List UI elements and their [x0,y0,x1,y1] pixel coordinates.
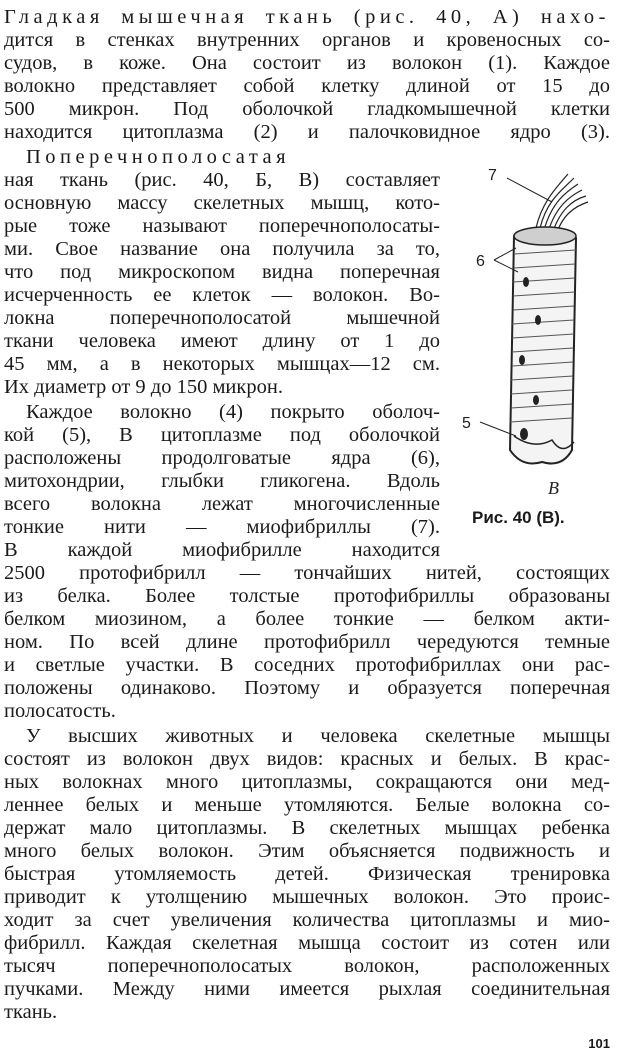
text-line: 45 мм, а в некоторых мышцах—12 см. [4,353,440,375]
text-line: полосатость. [4,700,116,722]
figure-caption: Рис. 40 (В). [472,508,565,527]
figure-letter: В [548,478,559,498]
text-line: кой (5), В цитоплазме под оболочкой [4,424,440,446]
text-line: много белых волокон. Этим объясняется подвижность и [4,840,610,862]
text-line: В каждой миофибрилле находится [4,539,440,561]
muscle-fiber-illustration [452,150,602,510]
text-line: быстрая утомляемость детей. Физическая тренировка [4,863,610,885]
figure-label-7: 7 [488,167,497,184]
text-line: тысяч поперечнополосатых волокон, расположенных [4,955,610,977]
text-line: положены одинаково. Поэтому и образуется поперечная [4,677,610,699]
text-line: 2500 протофибрилл — тончайших нитей, состоящих [4,562,610,584]
text-line: митохондрии, глыбки гликогена. Вдоль [4,470,440,492]
text-line: приводит к утолщению мышечных волокон. Это проис- [4,886,610,908]
text-line: всего волокна лежат многочисленные [4,493,440,515]
text-line: держат мало цитоплазмы. В скелетных мышцах ребенка [4,817,610,839]
text-line: локна поперечнополосатой мышечной [4,307,440,329]
text-line: ходит за счет увеличения количества цитоплазмы и мио- [4,909,610,931]
text-line: судов, в коже. Она состоит из волокон (1). Каждое [4,52,610,74]
text-line: Гладкая мышечная ткань (рис. 40, А) нахо- [4,6,610,28]
text-line: рые тоже называют поперечнополосаты- [4,215,440,237]
text-line: тонкие нити — миофибриллы (7). [4,516,440,538]
text-line: находится цитоплазма (2) и палочковидное ядро (3). [4,121,610,143]
text-line: что под микроскопом видна поперечная [4,261,440,283]
text-line: белком миозином, а более тонкие — белком акти- [4,608,610,630]
text-line: основную массу скелетных мышц, кото- [4,192,440,214]
muscle-fiber-figure [452,150,602,540]
text-line: волокно представляет собой клетку длиной от 15 до [4,75,610,97]
text-line: ми. Свое название она получила за то, [4,238,440,260]
text-line: расположены продолговатые ядра (6), [4,447,440,469]
text-line: ткани человека имеют длину от 1 до [4,330,440,352]
text-line: ном. По всей длине протофибрилл чередуются темные [4,631,610,653]
text-line: пучками. Между ними имеется рыхлая соединительная [4,978,610,1000]
text-line: Поперечнополосатая [26,146,291,168]
text-line: фибрилл. Каждая скелетная мышца состоит из сотен или [4,932,610,954]
text-line: У высших животных и человека скелетные мышцы [26,725,610,747]
figure-label-6: 6 [476,253,485,270]
text-line: из белка. Более толстые протофибриллы образованы [4,585,610,607]
page-number: 101 [588,1036,610,1051]
text-line: 500 микрон. Под оболочкой гладкомышечной клетки [4,98,610,120]
text-line: Каждое волокно (4) покрыто оболоч- [26,401,440,423]
text-line: и светлые участки. В соседних протофибриллах они рас- [4,654,610,676]
text-line: ная ткань (рис. 40, Б, В) составляет [4,169,440,191]
figure-label-5: 5 [462,415,471,432]
text-line: леннее белых и меньше утомляются. Белые волокна со- [4,794,610,816]
text-line: Их диаметр от 9 до 150 микрон. [4,376,283,398]
text-line: исчерченность ее клеток — волокон. Во- [4,284,440,306]
text-line: ных волокнах много цитоплазмы, сокращаются они мед- [4,771,610,793]
text-line: дится в стенках внутренних органов и кровеносных со- [4,29,610,51]
text-line: состоят из волокон двух видов: красных и белых. В крас- [4,748,610,770]
text-line: ткань. [4,1001,58,1023]
